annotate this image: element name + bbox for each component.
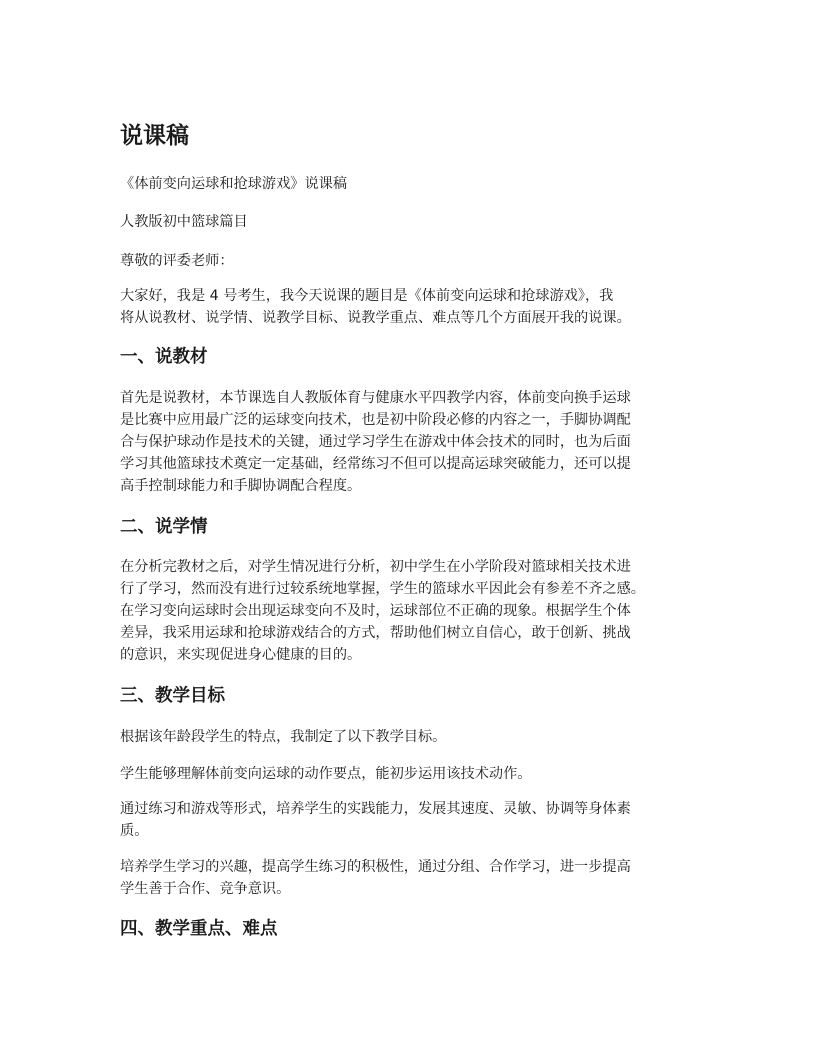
goal-3 — [120, 856, 700, 900]
lesson-subtitle: 《体前变向运球和抢球游戏》说课稿 — [120, 176, 348, 192]
section-heading-key-points: 四、教学重点、难点 — [120, 919, 278, 939]
section-heading-students: 二、说学情 — [120, 517, 208, 537]
textbook-line-4: 学习其他篮球技术奠定一定基础，经常练习不但可以提高运球突破能力，还可以提 — [120, 456, 631, 472]
students-line-4: 差异，我采用运球和抢球游戏结合的方式，帮助他们树立自信心，敢于创新、挑战 — [120, 625, 631, 641]
goal-3-line-2: 学生善于合作、竞争意识。 — [120, 881, 291, 897]
students-paragraph — [120, 556, 700, 666]
goal-2-line-2: 质。 — [120, 823, 149, 839]
students-line-5: 的意识，来实现促进身心健康的目的。 — [120, 647, 362, 663]
section-heading-goals: 三、教学目标 — [120, 686, 225, 706]
textbook-line-1: 首先是说教材，本节课选自人教版体育与健康水平四教学内容，体前变向换手运球 — [120, 390, 631, 406]
intro-line-1: 大家好，我是 4 号考生，我今天说课的题目是《体前变向运球和抢球游戏》，我 — [120, 288, 614, 304]
textbook-line-3: 合与保护球动作是技术的关键，通过学习学生在游戏中体会技术的同时，也为后面 — [120, 434, 631, 450]
greeting: 尊敬的评委老师： — [120, 253, 234, 269]
goal-3-line-1: 培养学生学习的兴趣，提高学生练习的积极性，通过分组、合作学习，进一步提高 — [120, 859, 631, 875]
document-title: 说课稿 — [120, 123, 189, 149]
students-line-1: 在分析完教材之后，对学生情况进行分析，初中学生在小学阶段对篮球相关技术进 — [120, 559, 631, 575]
goal-2-line-1: 通过练习和游戏等形式，培养学生的实践能力，发展其速度、灵敏、协调等身体素 — [120, 801, 631, 817]
goals-intro: 根据该年龄段学生的特点，我制定了以下教学目标。 — [120, 729, 447, 745]
intro-paragraph — [120, 285, 700, 329]
textbook-paragraph — [120, 387, 700, 497]
section-heading-textbook: 一、说教材 — [120, 347, 208, 367]
students-line-3: 在学习变向运球时会出现运球变向不及时，运球部位不正确的现象。根据学生个体 — [120, 603, 631, 619]
textbook-line-5: 高手控制球能力和手脚协调配合程度。 — [120, 478, 362, 494]
textbook-line-2: 是比赛中应用最广泛的运球变向技术，也是初中阶段必修的内容之一，手脚协调配 — [120, 412, 631, 428]
textbook-line: 人教版初中篮球篇目 — [120, 214, 248, 230]
intro-line-2: 将从说教材、说学情、说教学目标、说教学重点、难点等几个方面展开我的说课。 — [120, 310, 631, 326]
students-line-2: 行了学习，然而没有进行过较系统地掌握，学生的篮球水平因此会有参差不齐之感。 — [120, 581, 645, 597]
goal-2 — [120, 798, 700, 842]
goal-1: 学生能够理解体前变向运球的动作要点，能初步运用该技术动作。 — [120, 766, 532, 782]
